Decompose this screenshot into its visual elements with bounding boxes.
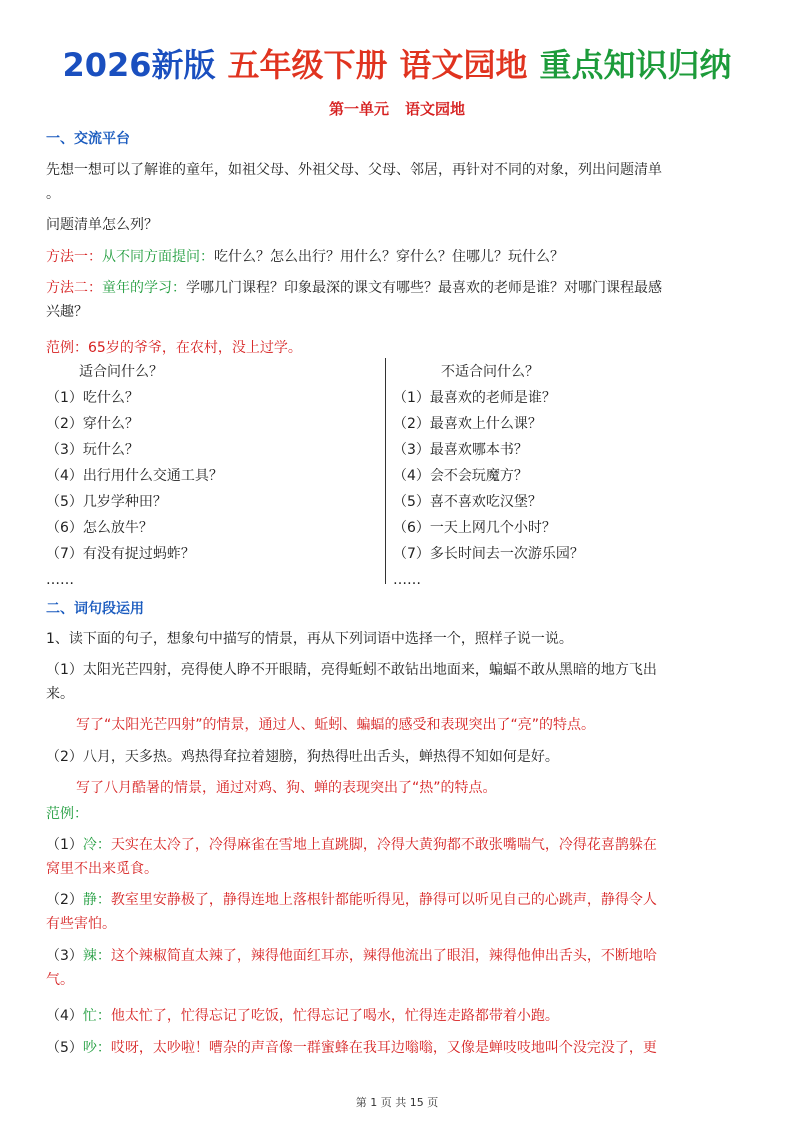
intro-line-2: 。	[46, 186, 60, 202]
title-grade: 五年级下册	[227, 46, 388, 84]
list-item: （2）最喜欢上什么课？	[393, 416, 542, 432]
list-item: ……	[393, 572, 421, 588]
list-item: （4）会不会玩魔方？	[393, 468, 528, 484]
example-spicy-line-1	[46, 946, 657, 966]
column-divider	[385, 358, 386, 584]
list-item: （1）吃什么？	[46, 390, 139, 406]
example-number: （1）	[46, 837, 83, 853]
example-text: 天实在太冷了，冷得麻雀在雪地上直跳脚，冷得大黄狗都不敢张嘴喘气，冷得花喜鹊躲在	[110, 837, 657, 853]
example-text: 教室里安静极了，静得连地上落根针都能听得见，静得可以听见自己的心跳声，静得令人	[110, 892, 657, 908]
method-two-text: 学哪几门课程？印象最深的课文有哪些？最喜欢的老师是谁？对哪门课程最感	[186, 280, 662, 296]
unsuitable-header: 不适合问什么？	[441, 364, 539, 380]
list-item: （2）穿什么？	[46, 416, 139, 432]
method-one	[46, 247, 564, 267]
unsuitable-questions-column	[393, 362, 584, 596]
sentence-2-answer: 写了八月酷暑的情景，通过对鸡、狗、蝉的表现突出了“热”的特点。	[76, 780, 497, 796]
list-item: （7）多长时间去一次游乐园？	[393, 546, 584, 562]
unit-title	[0, 98, 794, 119]
method-two	[46, 278, 662, 298]
question-text: 问题清单怎么列？	[46, 217, 158, 233]
example-word: 忙：	[82, 1008, 111, 1024]
sentence-1-line-2: 来。	[46, 686, 74, 702]
task-instruction: 1、读下面的句子，想象句中描写的情景，再从下列词语中选择一个，照样子说一说。	[46, 631, 573, 647]
method-two-title: 童年的学习：	[102, 280, 186, 296]
unit-number: 第一单元	[328, 100, 389, 118]
suitable-questions-column	[46, 362, 223, 596]
title-summary: 重点知识归纳	[539, 46, 732, 84]
method-one-text: 吃什么？怎么出行？用什么？穿什么？住哪儿？玩什么？	[214, 249, 564, 265]
example-quiet-line-1	[46, 890, 657, 910]
example-text: 他太忙了，忙得忘记了吃饭，忙得忘记了喝水，忙得连走路都带着小跑。	[110, 1008, 559, 1024]
example-number: （4）	[46, 1008, 83, 1024]
list-item: （3）最喜欢哪本书？	[393, 442, 528, 458]
sentence-1-answer: 写了“太阳光芒四射”的情景，通过人、蚯蚓、蝙蝠的感受和表现突出了“亮”的特点。	[76, 717, 596, 733]
example-cold-line-1	[46, 835, 657, 855]
list-item: ……	[46, 572, 74, 588]
example-word: 静：	[82, 892, 111, 908]
list-item: （3）玩什么？	[46, 442, 139, 458]
method-one-title: 从不同方面提问：	[102, 249, 214, 265]
example-quiet-line-2: 有些害怕。	[46, 916, 116, 932]
method-one-label: 方法一：	[46, 249, 102, 265]
example-noisy-line-1	[46, 1038, 657, 1058]
title-edition: 2026新版	[62, 46, 216, 84]
title-topic: 语文园地	[399, 46, 528, 84]
example-cold-line-2: 窝里不出来觅食。	[46, 861, 158, 877]
example-grandpa: 范例：65岁的爷爷，在农村，没上过学。	[46, 340, 302, 356]
section-heading-exchange: 一、交流平台	[46, 131, 130, 147]
list-item: （7）有没有捉过蚂蚱？	[46, 546, 195, 562]
example-busy-line-1	[46, 1006, 559, 1026]
example-number: （3）	[46, 948, 83, 964]
suitable-header: 适合问什么？	[79, 364, 163, 380]
example-word: 辣：	[82, 948, 111, 964]
example-text: 哎呀，太吵啦！嘈杂的声音像一群蜜蜂在我耳边嗡嗡，又像是蝉吱吱地叫个没完没了，更	[110, 1040, 657, 1056]
unit-topic: 语文园地	[405, 100, 466, 118]
section-heading-usage: 二、词句段运用	[46, 601, 144, 617]
intro-line-1: 先想一想可以了解谁的童年，如祖父母、外祖父母、父母、邻居，再针对不同的对象，列出问题清单	[46, 162, 662, 178]
sentence-2-line-1: （2）八月，天多热。鸡热得耷拉着翅膀，狗热得吐出舌头，蝉热得不知如何是好。	[46, 749, 559, 765]
sentence-1-line-1: （1）太阳光芒四射，亮得使人睁不开眼睛，亮得蚯蚓不敢钻出地面来，蝙蝠不敢从黑暗的地方飞出	[46, 662, 657, 678]
page-number: 第 1 页 共 15 页	[355, 1096, 439, 1109]
list-item: （1）最喜欢的老师是谁？	[393, 390, 556, 406]
list-item: （5）喜不喜欢吃汉堡？	[393, 494, 542, 510]
example-label: 范例：	[46, 806, 88, 822]
list-item: （4）出行用什么交通工具？	[46, 468, 223, 484]
example-number: （5）	[46, 1040, 83, 1056]
document-title	[0, 40, 794, 86]
list-item: （6）怎么放牛？	[46, 520, 153, 536]
list-item: （5）几岁学种田？	[46, 494, 167, 510]
example-word: 吵：	[82, 1040, 111, 1056]
list-item: （6）一天上网几个小时？	[393, 520, 556, 536]
example-word: 冷：	[82, 837, 111, 853]
example-spicy-line-2: 气。	[46, 972, 74, 988]
example-number: （2）	[46, 892, 83, 908]
method-two-label: 方法二：	[46, 280, 102, 296]
example-text: 这个辣椒简直太辣了，辣得他面红耳赤，辣得他流出了眼泪，辣得他伸出舌头，不断地哈	[110, 948, 657, 964]
method-two-continued: 兴趣？	[46, 304, 88, 320]
